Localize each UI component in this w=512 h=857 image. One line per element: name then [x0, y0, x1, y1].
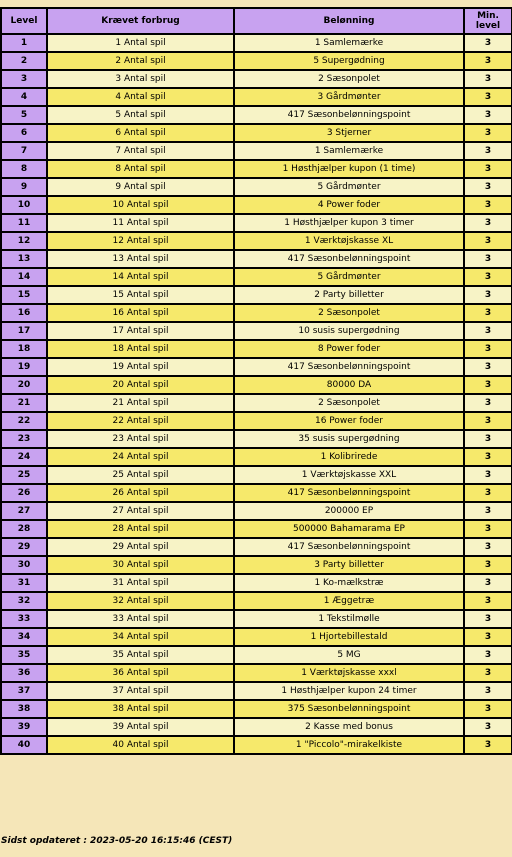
- min-level-cell: 3: [464, 682, 512, 700]
- level-cell: 25: [1, 466, 47, 484]
- required-cell: 9 Antal spil: [47, 178, 234, 196]
- required-cell: 31 Antal spil: [47, 574, 234, 592]
- table-row: [1, 682, 512, 700]
- required-cell: 1 Antal spil: [47, 34, 234, 52]
- required-cell: 39 Antal spil: [47, 718, 234, 736]
- reward-cell: 2 Party billetter: [234, 286, 464, 304]
- min-level-cell: 3: [464, 592, 512, 610]
- level-cell: 20: [1, 376, 47, 394]
- required-cell: 8 Antal spil: [47, 160, 234, 178]
- level-cell: 8: [1, 160, 47, 178]
- table-row: [1, 358, 512, 376]
- required-cell: 13 Antal spil: [47, 250, 234, 268]
- level-cell: 19: [1, 358, 47, 376]
- reward-cell: 417 Sæsonbelønningspoint: [234, 358, 464, 376]
- min-level-cell: 3: [464, 142, 512, 160]
- level-cell: 39: [1, 718, 47, 736]
- level-cell: 32: [1, 592, 47, 610]
- reward-cell: 1 Værktøjskasse XXL: [234, 466, 464, 484]
- required-cell: 37 Antal spil: [47, 682, 234, 700]
- reward-cell: 1 Høsthjælper kupon 3 timer: [234, 214, 464, 232]
- min-level-cell: 3: [464, 466, 512, 484]
- level-cell: 21: [1, 394, 47, 412]
- level-cell: 34: [1, 628, 47, 646]
- required-cell: 29 Antal spil: [47, 538, 234, 556]
- level-cell: 5: [1, 106, 47, 124]
- required-cell: 32 Antal spil: [47, 592, 234, 610]
- reward-cell: 500000 Bahamarama EP: [234, 520, 464, 538]
- reward-cell: 417 Sæsonbelønningspoint: [234, 106, 464, 124]
- reward-cell: 1 Værktøjskasse xxxl: [234, 664, 464, 682]
- required-cell: 34 Antal spil: [47, 628, 234, 646]
- table-header-row: [1, 8, 512, 34]
- table-row: [1, 466, 512, 484]
- required-cell: 12 Antal spil: [47, 232, 234, 250]
- level-cell: 14: [1, 268, 47, 286]
- required-cell: 23 Antal spil: [47, 430, 234, 448]
- min-level-cell: 3: [464, 376, 512, 394]
- level-cell: 15: [1, 286, 47, 304]
- column-header-required: Krævet forbrug: [47, 8, 234, 34]
- level-cell: 29: [1, 538, 47, 556]
- min-level-cell: 3: [464, 214, 512, 232]
- min-level-cell: 3: [464, 502, 512, 520]
- table-row: [1, 700, 512, 718]
- table-row: [1, 304, 512, 322]
- table-row: [1, 340, 512, 358]
- required-cell: 5 Antal spil: [47, 106, 234, 124]
- min-level-cell: 3: [464, 412, 512, 430]
- level-cell: 33: [1, 610, 47, 628]
- required-cell: 22 Antal spil: [47, 412, 234, 430]
- level-cell: 6: [1, 124, 47, 142]
- reward-cell: 2 Sæsonpolet: [234, 304, 464, 322]
- table-row: [1, 34, 512, 52]
- required-cell: 40 Antal spil: [47, 736, 234, 754]
- required-cell: 21 Antal spil: [47, 394, 234, 412]
- reward-cell: 80000 DA: [234, 376, 464, 394]
- min-level-cell: 3: [464, 322, 512, 340]
- required-cell: 18 Antal spil: [47, 340, 234, 358]
- reward-cell: 1 Høsthjælper kupon (1 time): [234, 160, 464, 178]
- last-updated-text: Sidst opdateret : 2023-05-20 16:15:46 (CEST): [1, 836, 233, 846]
- min-level-cell: 3: [464, 556, 512, 574]
- table-row: [1, 322, 512, 340]
- required-cell: 35 Antal spil: [47, 646, 234, 664]
- reward-cell: 1 Samlemærke: [234, 34, 464, 52]
- table-row: [1, 376, 512, 394]
- level-cell: 7: [1, 142, 47, 160]
- level-cell: 16: [1, 304, 47, 322]
- min-level-header-line1: Min.: [477, 11, 499, 21]
- reward-cell: 1 Æggetræ: [234, 592, 464, 610]
- table-row: [1, 718, 512, 736]
- table-row: [1, 178, 512, 196]
- required-cell: 3 Antal spil: [47, 70, 234, 88]
- min-level-cell: 3: [464, 430, 512, 448]
- table-row: [1, 70, 512, 88]
- min-level-cell: 3: [464, 106, 512, 124]
- min-level-cell: 3: [464, 700, 512, 718]
- min-level-cell: 3: [464, 718, 512, 736]
- level-cell: 12: [1, 232, 47, 250]
- table-row: [1, 628, 512, 646]
- table-row: [1, 646, 512, 664]
- level-cell: 30: [1, 556, 47, 574]
- min-level-cell: 3: [464, 610, 512, 628]
- reward-cell: 3 Gårdmønter: [234, 88, 464, 106]
- column-header-min-level: [464, 8, 512, 34]
- required-cell: 19 Antal spil: [47, 358, 234, 376]
- min-level-cell: 3: [464, 574, 512, 592]
- required-cell: 17 Antal spil: [47, 322, 234, 340]
- rewards-table: [0, 7, 512, 755]
- reward-cell: 1 Hjortebillestald: [234, 628, 464, 646]
- min-level-cell: 3: [464, 196, 512, 214]
- level-cell: 4: [1, 88, 47, 106]
- required-cell: 30 Antal spil: [47, 556, 234, 574]
- level-cell: 40: [1, 736, 47, 754]
- table-row: [1, 610, 512, 628]
- reward-cell: 2 Sæsonpolet: [234, 70, 464, 88]
- reward-cell: 16 Power foder: [234, 412, 464, 430]
- required-cell: 28 Antal spil: [47, 520, 234, 538]
- table-row: [1, 448, 512, 466]
- level-cell: 35: [1, 646, 47, 664]
- column-header-level: Level: [1, 8, 47, 34]
- reward-cell: 2 Kasse med bonus: [234, 718, 464, 736]
- reward-cell: 1 Værktøjskasse XL: [234, 232, 464, 250]
- table-row: [1, 538, 512, 556]
- table-row: [1, 556, 512, 574]
- min-level-cell: 3: [464, 664, 512, 682]
- min-level-cell: 3: [464, 88, 512, 106]
- table-row: [1, 250, 512, 268]
- level-cell: 2: [1, 52, 47, 70]
- required-cell: 25 Antal spil: [47, 466, 234, 484]
- table-row: [1, 430, 512, 448]
- required-cell: 15 Antal spil: [47, 286, 234, 304]
- min-level-cell: 3: [464, 646, 512, 664]
- reward-cell: 1 "Piccolo"-mirakelkiste: [234, 736, 464, 754]
- level-cell: 13: [1, 250, 47, 268]
- reward-cell: 5 Gårdmønter: [234, 268, 464, 286]
- reward-cell: 1 Tekstilmølle: [234, 610, 464, 628]
- required-cell: 16 Antal spil: [47, 304, 234, 322]
- required-cell: 24 Antal spil: [47, 448, 234, 466]
- required-cell: 38 Antal spil: [47, 700, 234, 718]
- level-cell: 11: [1, 214, 47, 232]
- min-level-cell: 3: [464, 52, 512, 70]
- required-cell: 4 Antal spil: [47, 88, 234, 106]
- column-header-reward: Belønning: [234, 8, 464, 34]
- level-cell: 3: [1, 70, 47, 88]
- required-cell: 10 Antal spil: [47, 196, 234, 214]
- table-row: [1, 124, 512, 142]
- min-level-cell: 3: [464, 304, 512, 322]
- reward-cell: 10 susis supergødning: [234, 322, 464, 340]
- reward-cell: 1 Ko-mælkstræ: [234, 574, 464, 592]
- min-level-cell: 3: [464, 178, 512, 196]
- level-cell: 28: [1, 520, 47, 538]
- level-cell: 26: [1, 484, 47, 502]
- table-row: [1, 142, 512, 160]
- min-level-cell: 3: [464, 124, 512, 142]
- table-row: [1, 412, 512, 430]
- reward-cell: 417 Sæsonbelønningspoint: [234, 538, 464, 556]
- table-row: [1, 214, 512, 232]
- table-row: [1, 394, 512, 412]
- min-level-cell: 3: [464, 160, 512, 178]
- level-cell: 38: [1, 700, 47, 718]
- min-level-cell: 3: [464, 232, 512, 250]
- table-row: [1, 52, 512, 70]
- reward-cell: 1 Høsthjælper kupon 24 timer: [234, 682, 464, 700]
- min-level-cell: 3: [464, 340, 512, 358]
- reward-cell: 200000 EP: [234, 502, 464, 520]
- table-row: [1, 106, 512, 124]
- level-cell: 18: [1, 340, 47, 358]
- reward-cell: 8 Power foder: [234, 340, 464, 358]
- required-cell: 27 Antal spil: [47, 502, 234, 520]
- table-row: [1, 160, 512, 178]
- table-row: [1, 736, 512, 754]
- required-cell: 11 Antal spil: [47, 214, 234, 232]
- table-row: [1, 232, 512, 250]
- required-cell: 33 Antal spil: [47, 610, 234, 628]
- reward-cell: 5 Supergødning: [234, 52, 464, 70]
- reward-cell: 3 Stjerner: [234, 124, 464, 142]
- level-cell: 27: [1, 502, 47, 520]
- reward-cell: 2 Sæsonpolet: [234, 394, 464, 412]
- min-level-cell: 3: [464, 70, 512, 88]
- reward-cell: 375 Sæsonbelønningspoint: [234, 700, 464, 718]
- reward-cell: 3 Party billetter: [234, 556, 464, 574]
- level-cell: 37: [1, 682, 47, 700]
- level-cell: 9: [1, 178, 47, 196]
- table-row: [1, 484, 512, 502]
- table-row: [1, 592, 512, 610]
- level-cell: 36: [1, 664, 47, 682]
- reward-cell: 417 Sæsonbelønningspoint: [234, 250, 464, 268]
- required-cell: 7 Antal spil: [47, 142, 234, 160]
- min-level-header-line2: level: [475, 21, 501, 31]
- level-cell: 17: [1, 322, 47, 340]
- min-level-cell: 3: [464, 34, 512, 52]
- level-cell: 10: [1, 196, 47, 214]
- table-row: [1, 268, 512, 286]
- level-cell: 22: [1, 412, 47, 430]
- min-level-cell: 3: [464, 628, 512, 646]
- table-row: [1, 664, 512, 682]
- level-cell: 24: [1, 448, 47, 466]
- required-cell: 26 Antal spil: [47, 484, 234, 502]
- reward-cell: 5 Gårdmønter: [234, 178, 464, 196]
- min-level-cell: 3: [464, 538, 512, 556]
- required-cell: 20 Antal spil: [47, 376, 234, 394]
- min-level-cell: 3: [464, 358, 512, 376]
- table-row: [1, 196, 512, 214]
- level-cell: 1: [1, 34, 47, 52]
- reward-cell: 35 susis supergødning: [234, 430, 464, 448]
- min-level-cell: 3: [464, 484, 512, 502]
- min-level-cell: 3: [464, 520, 512, 538]
- required-cell: 14 Antal spil: [47, 268, 234, 286]
- level-cell: 23: [1, 430, 47, 448]
- level-cell: 31: [1, 574, 47, 592]
- min-level-cell: 3: [464, 448, 512, 466]
- reward-cell: 1 Kolibriredе: [234, 448, 464, 466]
- reward-cell: 417 Sæsonbelønningspoint: [234, 484, 464, 502]
- required-cell: 6 Antal spil: [47, 124, 234, 142]
- reward-cell: 5 MG: [234, 646, 464, 664]
- reward-cell: 4 Power foder: [234, 196, 464, 214]
- min-level-cell: 3: [464, 268, 512, 286]
- reward-cell: 1 Samlemærke: [234, 142, 464, 160]
- table-row: [1, 502, 512, 520]
- required-cell: 2 Antal spil: [47, 52, 234, 70]
- table-row: [1, 88, 512, 106]
- table-row: [1, 520, 512, 538]
- min-level-cell: 3: [464, 250, 512, 268]
- min-level-cell: 3: [464, 286, 512, 304]
- min-level-cell: 3: [464, 736, 512, 754]
- required-cell: 36 Antal spil: [47, 664, 234, 682]
- table-row: [1, 286, 512, 304]
- table-row: [1, 574, 512, 592]
- min-level-cell: 3: [464, 394, 512, 412]
